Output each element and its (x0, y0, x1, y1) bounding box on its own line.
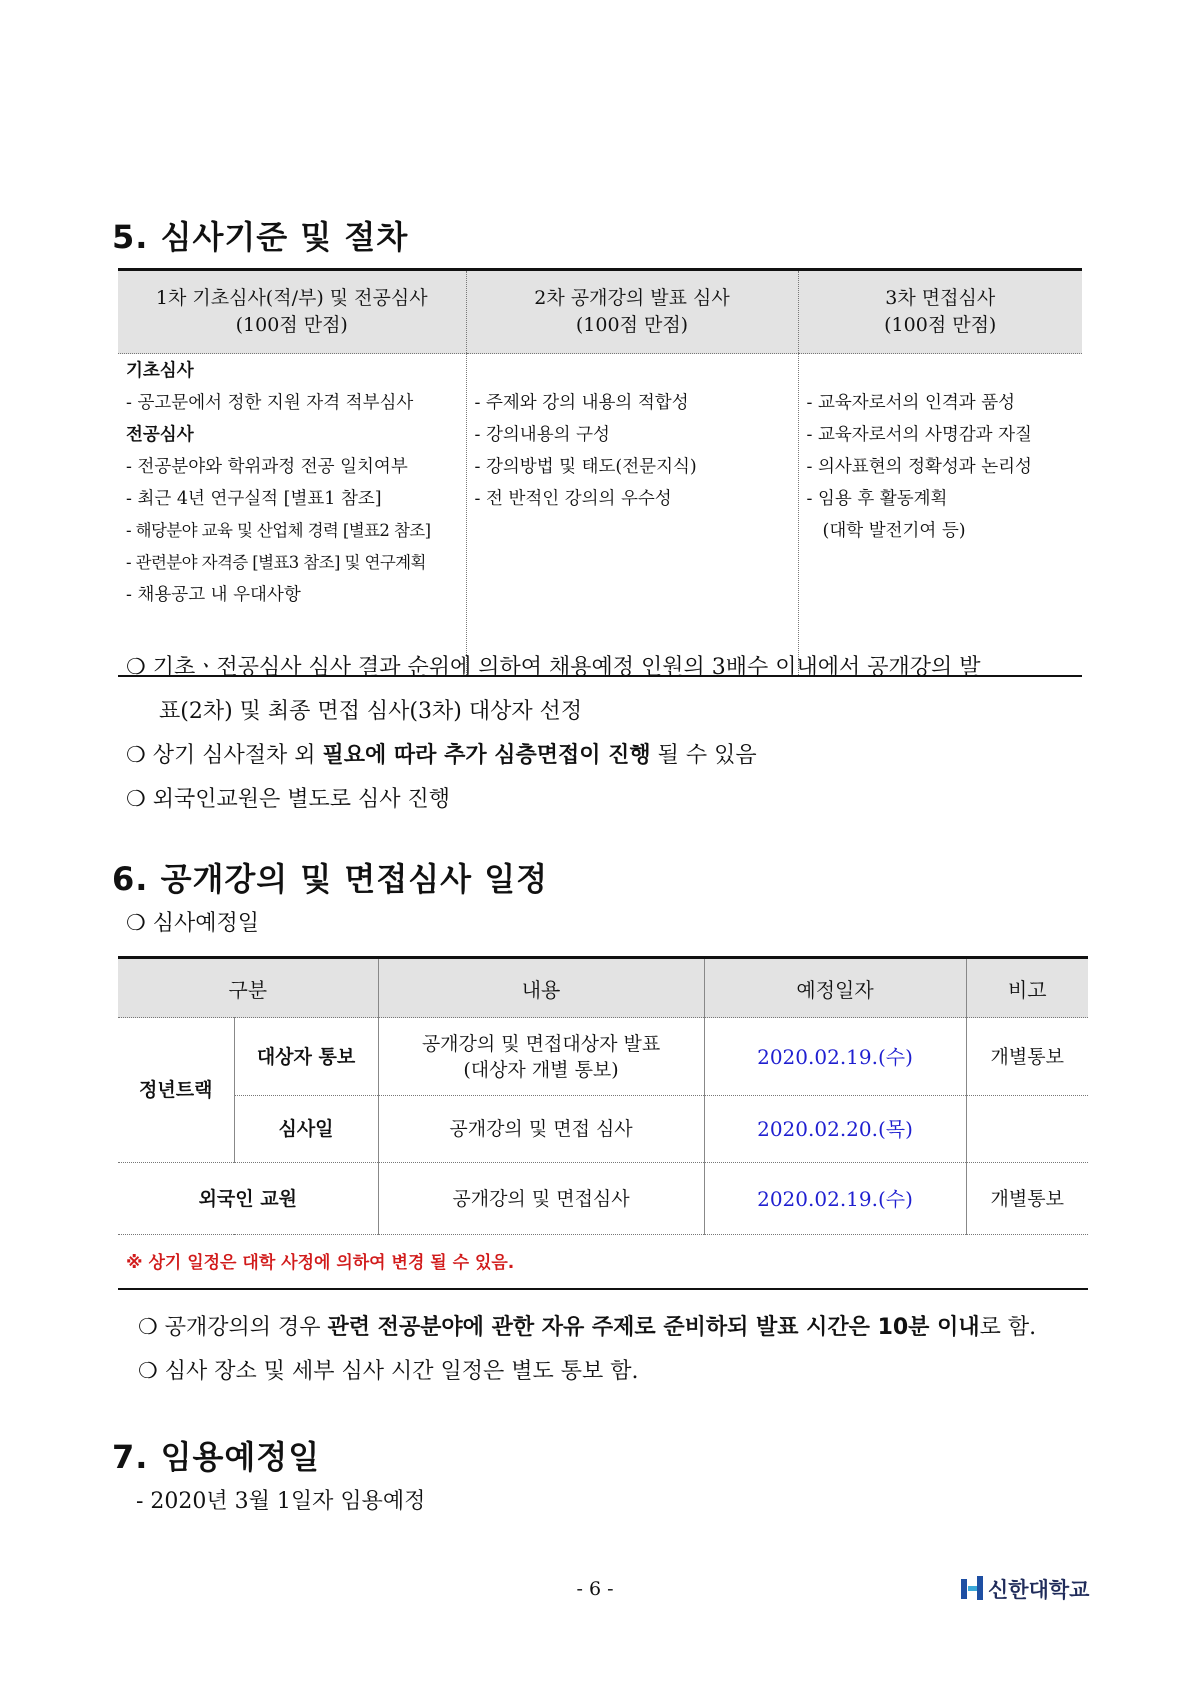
bullet-circle-icon: ❍ (126, 743, 146, 768)
list-item: - 교육자로서의 인격과 품성 (806, 393, 1016, 413)
bullet-circle-icon: ❍ (138, 1315, 158, 1340)
page-number: - 6 - (576, 1578, 614, 1600)
row-note: 개별통보 (966, 1163, 1088, 1235)
label-major-screening: 전공심사 (126, 425, 194, 445)
list-item: - 전공분야와 학위과정 전공 일치여부 (126, 457, 408, 477)
row-content: 공개강의 및 면접심사 (378, 1163, 704, 1235)
header-date: 예정일자 (704, 958, 966, 1018)
list-item: - 해당분야 교육 및 산업체 경력 [별표2 참조] (126, 521, 431, 540)
section-6-notes (138, 1306, 1036, 1394)
header-stage-2: 2차 공개강의 발표 심사 (100점 만점) (466, 270, 798, 354)
divider (118, 1288, 1088, 1290)
screening-criteria-table (118, 268, 1082, 677)
row-note: 개별통보 (966, 1018, 1088, 1096)
section-6-title: 6. 공개강의 및 면접심사 일정 (112, 860, 549, 898)
header-stage-1: 1차 기초심사(적/부) 및 전공심사 (100점 만점) (118, 270, 466, 354)
list-item: - 임용 후 활동계획 (806, 489, 948, 509)
list-item: - 공고문에서 정한 지원 자격 적부심사 (126, 393, 414, 413)
header-note: 비고 (966, 958, 1088, 1018)
header-division: 구분 (118, 958, 378, 1018)
list-item: - 교육자로서의 사명감과 자질 (806, 425, 1032, 445)
row-date: 2020.02.19.(수) (704, 1018, 966, 1096)
row-label: 심사일 (234, 1096, 378, 1163)
section-5-title: 5. 심사기준 및 절차 (112, 218, 409, 256)
note-venue: ❍ 심사 장소 및 세부 심사 시간 일정은 별도 통보 함. (138, 1359, 639, 1384)
list-item: - 강의방법 및 태도(전문지식) (474, 457, 697, 477)
row-label: 외국인 교원 (118, 1163, 378, 1235)
bullet-circle-icon: ❍ (126, 655, 146, 680)
header-content: 내용 (378, 958, 704, 1018)
bullet-circle-icon: ❍ (126, 787, 146, 812)
row-note (966, 1096, 1088, 1163)
section-7-title: 7. 임용예정일 (112, 1438, 321, 1476)
bullet-circle-icon: ❍ (138, 1359, 158, 1384)
note-ranking: ❍ 기초ㆍ전공심사 심사 결과 순위에 의하여 채용예정 인원의 3배수 이내에서 공개강의 발 (126, 655, 981, 680)
list-item: (대학 발전기여 등) (822, 521, 966, 541)
logo-mark-icon (960, 1576, 984, 1600)
list-item: - 채용공고 내 우대사항 (126, 585, 301, 605)
stage-2-criteria (466, 354, 798, 677)
appointment-date: - 2020년 3월 1일자 임용예정 (136, 1489, 426, 1514)
label-basic-screening: 기초심사 (126, 361, 194, 381)
header-stage-3: 3차 면접심사 (100점 만점) (798, 270, 1082, 354)
row-date: 2020.02.20.(목) (704, 1096, 966, 1163)
row-content: 공개강의 및 면접 심사 (378, 1096, 704, 1163)
stage-1-criteria (118, 354, 466, 677)
schedule-table (118, 956, 1088, 1235)
row-label: 대상자 통보 (234, 1018, 378, 1096)
bullet-circle-icon: ❍ (126, 911, 146, 936)
row-content: 공개강의 및 면접대상자 발표 (대상자 개별 통보) (378, 1018, 704, 1096)
list-item: - 주제와 강의 내용의 적합성 (474, 393, 689, 413)
note-lecture-topic: ❍ 공개강의의 경우 관련 전공분야에 관한 자유 주제로 준비하되 발표 시간은 10분 이내로 함. (138, 1315, 1037, 1340)
list-item: - 최근 4년 연구실적 [별표1 참조] (126, 489, 382, 509)
schedule-change-notice: ※ 상기 일정은 대학 사정에 의하여 변경 될 수 있음. (126, 1253, 515, 1273)
stage-3-criteria (798, 354, 1082, 677)
note-foreign-faculty: ❍ 외국인교원은 별도로 심사 진행 (126, 787, 450, 812)
list-item: - 전 반적인 강의의 우수성 (474, 489, 672, 509)
note-ranking-continued: 표(2차) 및 최종 면접 심사(3차) 대상자 선정 (159, 699, 583, 724)
group-tenure-track: 정년트랙 (118, 1018, 234, 1163)
schedule-subtitle: ❍ 심사예정일 (126, 911, 259, 936)
note-additional-interview: ❍ 상기 심사절차 외 필요에 따라 추가 심층면접이 진행 될 수 있음 (126, 743, 757, 768)
section-5-notes (126, 646, 1090, 822)
list-item: - 강의내용의 구성 (474, 425, 610, 445)
row-date: 2020.02.19.(수) (704, 1163, 966, 1235)
list-item: - 의사표현의 정확성과 논리성 (806, 457, 1032, 477)
list-item: - 관련분야 자격증 [별표3 참조] 및 연구계획 (126, 553, 426, 572)
logo-text: 신한대학교 (988, 1578, 1090, 1602)
